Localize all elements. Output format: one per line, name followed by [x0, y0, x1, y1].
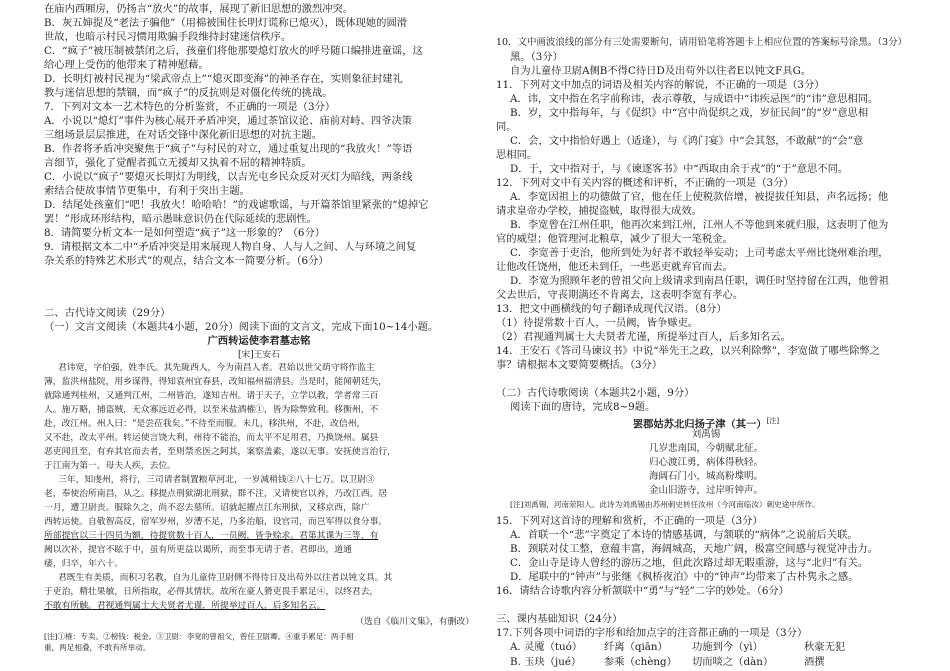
q13-sentence-2: （2）君视通判属士大夫贤者尤谨，所提举过百人，后多知名云。 [496, 331, 791, 343]
poem-section-title: （二）古代诗歌阅读（本题共2小题，9分） [496, 387, 695, 399]
section3-title: 三、课内基础知识（24分） [496, 613, 623, 625]
poem-section-subtitle: 阅读下面的唐诗，完成8~9题。 [510, 401, 656, 413]
essay-line: 人。施万略，捕盗贼，无众寡远近必得，以至米盐酒榷①，皆为除弊致利。移衡州，不 [44, 405, 379, 415]
q12-option-b: B．李宽曾在江州任职，他再次来到江州，江州人不等他到来就归服，这表明了他为 [510, 219, 889, 231]
poem-line: 归心渡江勇，病体得秋轻。 [648, 457, 763, 468]
poem-line: 海阔石门小，城高粉堞明。 [648, 471, 763, 482]
q7-stem: 7．下列对文本一艺术特色的分析鉴赏，不正确的一项是（3分） [44, 101, 336, 113]
q17-option-b: 参乘（chèng） [604, 656, 677, 668]
q17-option-b: 酒撰 [804, 656, 825, 668]
q7-line: 罢！”形成环形结构，暗示愚昧意识仍在代际延续的悲剧性。 [44, 213, 317, 225]
q12-option-a: A．李宽因祖上的功德做了官，他在任上使税款倍增，被提拔任知县，声名远扬；他 [510, 191, 889, 203]
essay-source: （选自《临川文集》，有删改） [355, 617, 474, 627]
essay-line: 于江南为第一。母夫人疾，去位。 [44, 461, 176, 471]
q10-line: 黑。（3分） [510, 51, 563, 63]
q15-stem: 15．下列对这首诗的理解和赏析，不正确的一项是（3分） [496, 515, 763, 527]
poem-line: 金山旧游寺，过岸听钟声。 [648, 485, 763, 496]
q11-option-b: B．岁，文中指每年，与《促织》中“宫中尚促织之戏，岁征民间”的“岁”意思相 [510, 107, 869, 119]
essay-author: [宋]王安石 [237, 350, 281, 360]
q17-option-a: A. 灵魇（tuó） [510, 641, 583, 653]
q10-options: 自为儿童侍卫尉A侧B不得C待日D及出苟外以往者E以钝文F具G。 [510, 65, 812, 77]
essay-line: 阙以次补，提官不眩于中，虽有所更益以谒所，而至事无请于者。君即出，道通 [44, 545, 352, 555]
essay-line: 一月，遭卫尉丧。服除久之，尚不忍去墓所。诏就起擢点江东刑狱，又移京西，除广 [44, 503, 370, 513]
essay-line: 老，奉使治所南昌，从之。移提点刑狱湖北刑狱，群不注，又请使官以养，乃改江西。居 [44, 489, 388, 499]
q6-option-c: C．“疯子”被压制被禁闭之后，孩童们将他那要熄灯放火的呼号随口编排进童谣，这 [44, 45, 423, 57]
q12-line: 请求皇帝办学校，捕捉盗贼，取得很大成效。 [496, 205, 702, 217]
q7-option-a: A．小说以“熄灯”事件为核心展开矛盾冲突，通过茶馆议论、庙前对峙、四爷决策 [44, 115, 413, 127]
q17-option-b: B. 玉玦（jué） [510, 656, 582, 668]
q6-line: 给心理上受伤的他带来了精神慰藉。 [44, 59, 209, 71]
q17-stem: 17.下列各项中词语的字形和给加点字的注音都正确的一项是（3分） [496, 627, 808, 639]
essay-line: 西转运使。自敬智高反，宿军岁州，岁漕不足，乃多治船，设官司，而岂军得以食分事。 [44, 517, 388, 527]
q7-line: 索结合使故事情节更集中，有利于突出主题。 [44, 185, 250, 197]
q15-option-a: A．首联一个“悲”字奠定了本诗的情感基调，与颔联的“病体”之说前后关联。 [510, 529, 858, 541]
q7-option-c: C．小说以“疯子”要熄灭长明灯为明线，以吉光屯乡民众反对灭灯为暗线，两条线 [44, 171, 413, 183]
q6-option-d: D．长明灯被村民视为“梁武帝点上”“熄灭即变海”的神圣存在，实则象征封建礼 [44, 73, 403, 85]
essay-line: 君讳宽，字伯强，姓李氏。其先陇西人，今为南昌人者。君始以世父荫守将作监主 [58, 363, 375, 373]
q11-option-d: D．于，文中指对于，与《谏逐客书》中“西取由余于戎”的“于”意思不同。 [510, 163, 849, 175]
section2-title: 二、古代诗文阅读（29分） [44, 307, 171, 319]
q7-option-d: D．结尾处孩童们“吧！我放火！哈哈哈！”的戏谑歌谣，与开篇茶馆里紧张的“熄掉它 [44, 199, 429, 211]
q11-stem: 11．下列对文中加点的词语及相关内容的解说，不正确的一项是（3分） [496, 79, 825, 91]
q14-line: 事？请根据本文要简要概括。（3分） [496, 359, 663, 371]
poem-note: [注]刘禹锡，河南荥阳人。此诗为刘禹锡由苏州刺史转任汝州（今河南临汝）刺史途中所作。 [510, 500, 820, 509]
q12-option-c: C．李宽善于吏治，他所到处为好者不敢轻举妄动；上司考虑太平州比饶州难治理， [510, 247, 889, 259]
essay-line: 恶吏闻且至，有弃其官而去者，至则禁丞医之阿其，案察盖素，遂以无事。安抚使言治行， [44, 447, 396, 457]
q12-line: 让他改任饶州，他还未到任，一些恶吏就弃官而去。 [496, 261, 733, 273]
essay-line: 不敢有所触。君视通判属士大夫贤者尤谨，所提举过百人，后多知名云。 [44, 601, 326, 611]
q10-question: 10．文中画波浪线的部分有三处需要断句，请用铅笔将答题卡上相应位置的答案标号涂黑。（3分） [496, 37, 908, 48]
q17-option-a: 秋豪无犯 [804, 641, 846, 653]
essay-line: 于吏治，精壮果敏，日所指取，必得其情状。故所在豪人猾吏畏手累足④，以终君去， [44, 587, 379, 597]
q12-line: 官的威望；他管理河北粮草，减少了很大一笔税金。 [496, 233, 733, 245]
q17-option-b: 切而啖之（dàn） [692, 656, 774, 668]
q17-option-a: 纤离（qiān） [604, 641, 668, 653]
q9-line: 杂关系的特殊艺术形式”的观点，结合文本一简要分析。（6分） [44, 255, 329, 267]
q8-question: 8．请简要分析文本一是如何塑造“疯子”这一形象的？（6分） [44, 227, 326, 239]
q12-option-d: D．李宽为照顾年老的曾祖父向上级请求到南昌任职，调任时坚持留在江西，他曾祖 [510, 275, 889, 287]
q6-line: 世故，也暗示村民习惯用欺骗手段维持封建迷信秩序。 [44, 31, 292, 43]
q14-question: 14．王安石《答司马谏议书》中说“举先王之政，以兴利除弊”，李宽做了哪些除弊之 [496, 345, 881, 357]
q15-option-d: D．尾联中的“钟声”与张继《枫桥夜泊》中的“钟声”均带来了古朴隽永之感。 [510, 571, 859, 583]
section2-subtitle: （一）文言文阅读（本题共4小题，20分）阅读下面的文言文，完成下面10~14小题。 [44, 321, 439, 333]
q7-line: 言细节，强化了觉醒者孤立无援却又执着不屈的精神特质。 [44, 157, 312, 169]
poem-title: 罢郡姑苏北归扬子津（其一）[注] [632, 417, 780, 431]
q6-line: 在庙内西厢房，仍扬言“放火”的故事，展现了新旧思想的激烈冲突。 [44, 3, 354, 15]
q11-line: 同。 [496, 121, 517, 133]
q6-option-b: B．灰五婶提及“老法子骗他”（用棉被围住长明灯谎称已熄灭），既体现她的圆滑 [44, 17, 408, 29]
essay-title: 广西转运使李君墓志铭 [207, 335, 311, 347]
q13-stem: 13．把文中画横线的句子翻译成现代汉语。（8分） [496, 303, 727, 315]
poem-author: 刘禹锡 [691, 429, 721, 440]
q9-question: 9．请根据文本二中“矛盾冲突是用来展现人物自身、人与人之间、人与环境之间复 [44, 241, 417, 253]
q11-line: 思相同。 [496, 149, 538, 161]
q15-option-c: C．金山寺是诗人曾经的游历之地，但此次路过却无暇重游，这与“北归”有关。 [510, 557, 869, 569]
essay-line: 君既生有美质，而积习名教，自为儿童侍卫尉侧不得待日及出苟外以往者以钝文具。其 [58, 573, 393, 583]
q12-line: 父去世后，守丧期满还不肯离去，这表明李宽有孝心。 [496, 289, 744, 301]
essay-line: 所部提官以三十四员为额，待提赏数十百人，一员阙，皆争赊求。君第其课为三等，有 [44, 531, 379, 541]
q12-stem: 12．下列对文中有关内容的概述和评析，不正确的一项是（3分） [496, 177, 794, 189]
q13-sentence-1: （1）待提常数十百人，一员阙，皆争赇吏。 [496, 317, 699, 329]
essay-line: 就除通判桂州，又通判江州，二州皆治，遂知吉州。请于天子，立学以教，学者常三百 [44, 391, 379, 401]
essay-line: 三年，知虔州，将行，三司请者制置粮草河北，一岁减稍钱②八十七万。以卫尉③ [58, 475, 375, 485]
poem-line: 几岁悲南国，今朝赋北征。 [648, 443, 763, 454]
q15-option-b: B．颈联对仗工整，意蕴丰富，海阔城高，天地广阔，极富空间感与视觉冲击力。 [510, 543, 878, 555]
essay-note: [注]①榷：专卖。②榜钱：税金。③卫尉：李宽的曾祖父，曾任卫尉卿。④重手累足：两手相 [44, 632, 354, 641]
q17-option-a: 功施到今（yì） [692, 641, 763, 653]
q7-option-b: B．作者将矛盾冲突聚焦于“疯子”与村民的对立，通过重复出现的“我放火！”等语 [44, 143, 413, 155]
essay-line: 又不赴，改太平州。转运使言饶大利，州待不能治，而太平不足用君，乃换饶州。属县 [44, 433, 379, 443]
essay-line: 赴，改江州。州人曰：“是尝莅我矣。”不待至而服。未几，移洪州，不赴，改信州， [44, 419, 366, 429]
q7-line: 三组场景层层推进，在对话交锋中深化新旧思想的对抗主题。 [44, 129, 323, 141]
essay-line: 痿，归卒，年六十。 [44, 559, 124, 569]
essay-note: 重，两足相叠，不敢有所举动。 [44, 643, 151, 652]
q6-line: 教与迷信思想的禁锢，而“疯子”的反抗则是对僵化传统的挑战。 [44, 87, 333, 99]
q11-option-a: A．讳，文中指在名字前称讳，表示尊敬，与成语中“讳疾忌医”的“讳”意思相同。 [510, 93, 879, 105]
q16-question: 16．请结合诗歌内容分析颔联中“勇”与“轻”二字的妙处。（6分） [496, 585, 789, 597]
q11-option-c: C．会，文中指恰好遇上（适逢），与《鸿门宴》中“会其怒，不敢献”的“会”意 [510, 135, 864, 147]
poem-note-marker: [注] [766, 417, 780, 425]
essay-line: 簿，监洪州盐院，用乡谋得，得知袁州宜春县，改知福州福清县。当是时，能闻朝廷失， [44, 377, 388, 387]
